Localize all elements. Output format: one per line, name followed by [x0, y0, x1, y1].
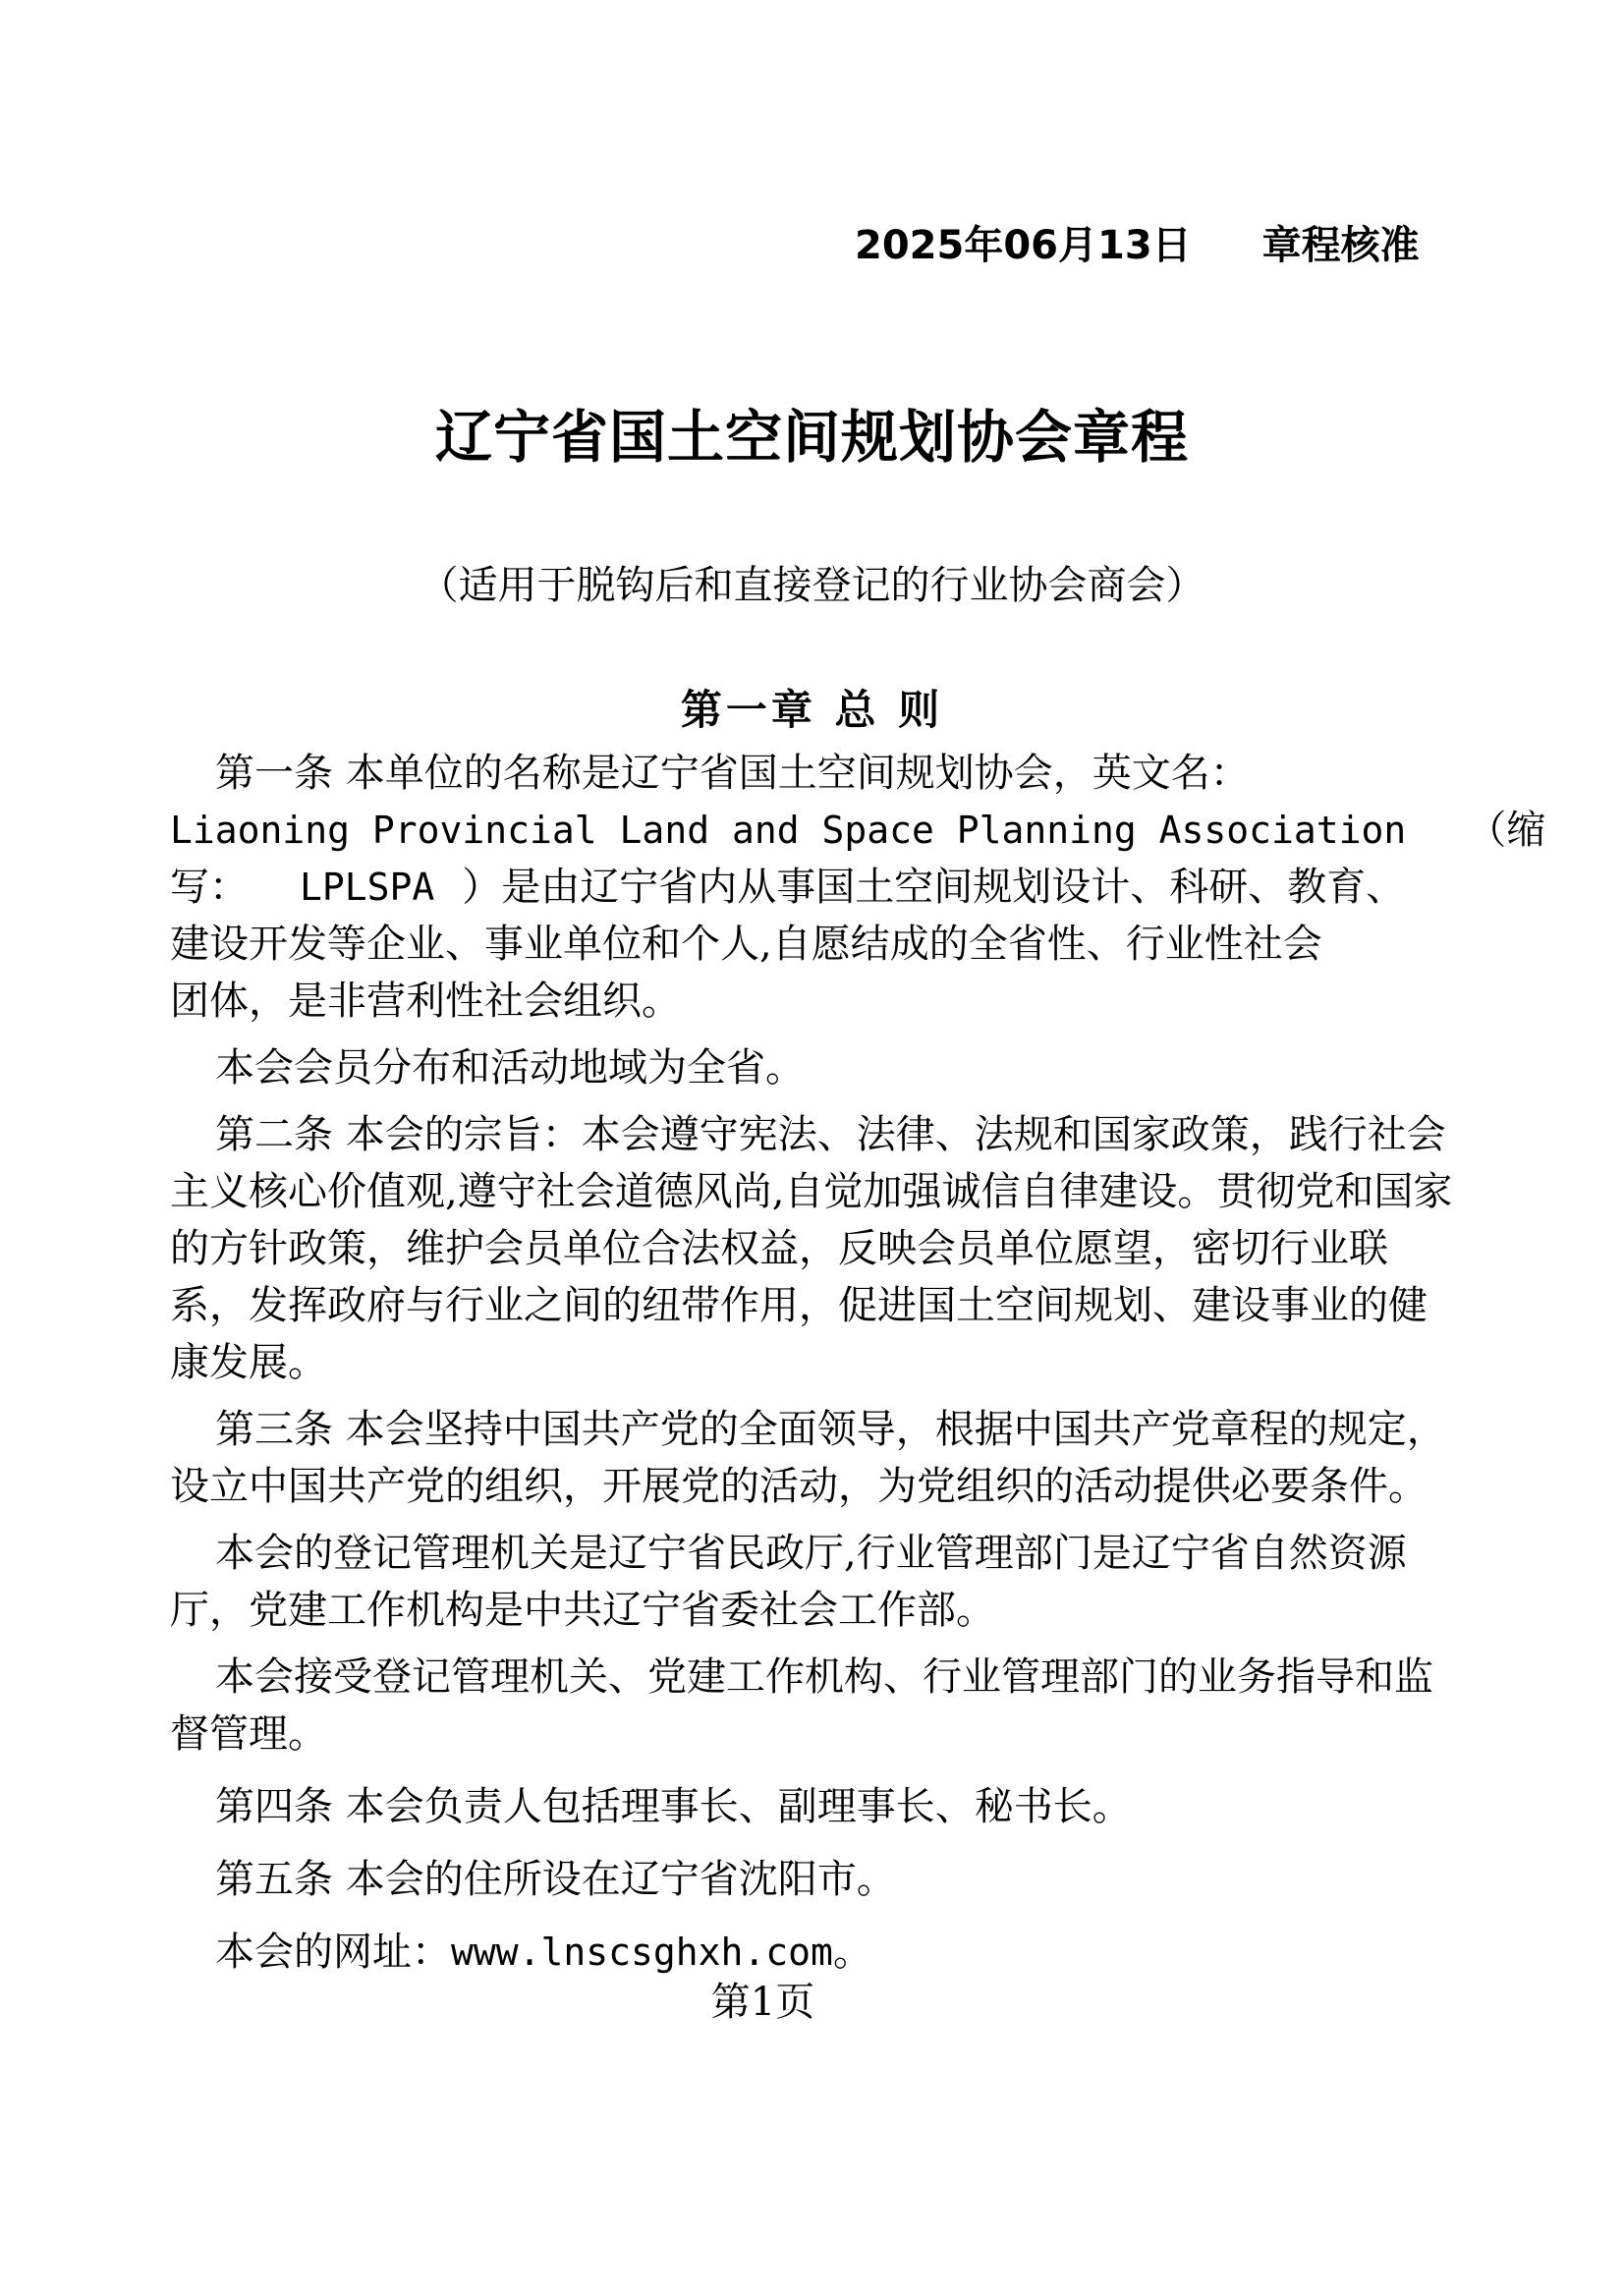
- document-body: [170, 745, 1546, 1981]
- approval-header: [855, 216, 1420, 275]
- approval-date: 2025年06月13日: [855, 223, 1192, 268]
- article-3: 第三条 本会坚持中国共产党的全面领导，根据中国共产党章程的规定，设立中国共产党的组织，开展党的活动，为党组织的活动提供必要条件。: [170, 1407, 1446, 1509]
- article-1-tail-1: ）是由辽宁省内从事国土空间规划设计、科研、教育、: [462, 865, 1406, 910]
- article-1: [170, 745, 1546, 1030]
- article-1-scope: 本会会员分布和活动地域为全省。: [215, 1045, 805, 1091]
- article-2: 第二条 本会的宗旨：本会遵守宪法、法律、法规和国家政策，践行社会主义核心价值观,遵守社会道德风尚,自觉加强诚信自律建设。贯彻党和国家的方针政策，维护会员单位合法权益，反映会员单位愿望，密切行业联系，发挥政府与行业之间的纽带作用，促进国土空间规划、建设事业的健康发展。: [170, 1112, 1453, 1385]
- abbreviation: LPLSPA: [300, 866, 435, 909]
- article-1-line-1: 第一条 本单位的名称是辽宁省国土空间规划协会，英文名：: [215, 751, 1250, 796]
- article-1-line-2: [170, 802, 1546, 859]
- english-name: Liaoning Provincial Land and Space Planning Association: [170, 809, 1407, 852]
- document-title: 辽宁省国土空间规划协会章程: [434, 404, 1189, 471]
- website-end: 。: [832, 1930, 872, 1975]
- article-1-line-4: 建设开发等企业、事业单位和个人,自愿结成的全省性、行业性社会: [170, 922, 1322, 967]
- abbreviation-label: 写：: [170, 865, 249, 910]
- chapter-heading: 第一章 总 则: [680, 686, 944, 734]
- article-1-line-3: [170, 859, 1457, 916]
- approval-stamp: 章程核准: [1261, 223, 1420, 268]
- article-3-registration: 本会的登记管理机关是辽宁省民政厅,行业管理部门是辽宁省自然资源厅，党建工作机构是中共辽宁省委社会工作部。: [170, 1531, 1407, 1633]
- article-4: 第四条 本会负责人包括理事长、副理事长、秘书长。: [215, 1784, 1132, 1829]
- article-3-supervision: 本会接受登记管理机关、党建工作机构、行业管理部门的业务指导和监督管理。: [170, 1654, 1433, 1757]
- website-label: 本会的网址：: [215, 1930, 451, 1975]
- article-5: 第五条 本会的住所设在辽宁省沈阳市。: [215, 1857, 896, 1902]
- abbreviation-open: （缩: [1467, 808, 1546, 853]
- website-line: [170, 1924, 1457, 1981]
- page-number: 第1页: [710, 1980, 815, 2025]
- article-1-line-5: 团体，是非营利性社会组织。: [170, 979, 681, 1024]
- document-subtitle: （适用于脱钩后和直接登记的行业协会商会）: [419, 563, 1205, 608]
- website-link[interactable]: www.lnscsghxh.com: [451, 1931, 833, 1974]
